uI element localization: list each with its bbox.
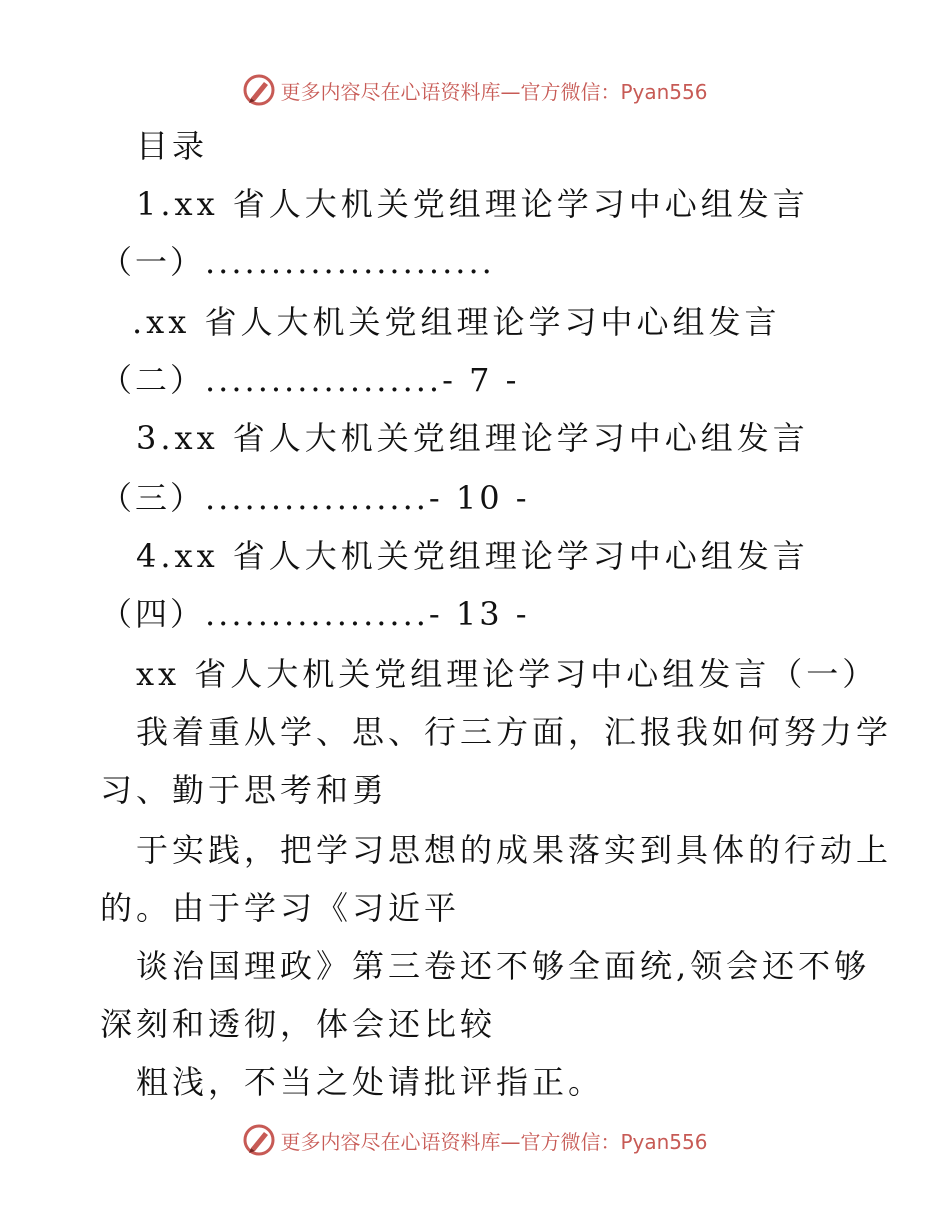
toc-entry-4-page: （四）.................- 13 - xyxy=(100,595,530,633)
body-line-5: 谈治国理政》第三卷还不够全面统,领会还不够 xyxy=(136,947,871,985)
toc-heading: 目录 xyxy=(136,127,209,165)
pen-logo-icon xyxy=(242,73,276,107)
section-title: xx 省人大机关党组理论学习中心组发言（一） xyxy=(136,655,879,693)
toc-entry-4-title: 4.xx 省人大机关党组理论学习中心组发言 xyxy=(136,537,809,575)
watermark-text: 更多内容尽在心语资料库—官方微信：Pyan556 xyxy=(280,1129,708,1154)
pen-logo-icon xyxy=(242,1123,276,1157)
body-line-3: 于实践，把学习思想的成果落实到具体的行动上 xyxy=(136,831,893,869)
body-line-7: 粗浅，不当之处请批评指正。 xyxy=(136,1063,605,1101)
watermark-header xyxy=(0,70,950,110)
watermark-text: 更多内容尽在心语资料库—官方微信：Pyan556 xyxy=(280,79,708,104)
toc-entry-2-title: .xx 省人大机关党组理论学习中心组发言 xyxy=(132,303,781,341)
toc-entry-1-page: （一）...................... xyxy=(100,243,495,281)
body-line-4: 的。由于学习《习近平 xyxy=(100,889,461,927)
toc-entry-3-title: 3.xx 省人大机关党组理论学习中心组发言 xyxy=(136,419,809,457)
toc-entry-1-title: 1.xx 省人大机关党组理论学习中心组发言 xyxy=(136,185,809,223)
watermark-footer xyxy=(0,1120,950,1160)
toc-entry-3-page: （三）.................- 10 - xyxy=(100,479,530,517)
body-line-1: 我着重从学、思、行三方面，汇报我如何努力学 xyxy=(136,713,893,751)
toc-entry-2-page: （二）..................- 7 - xyxy=(100,361,520,399)
body-line-6: 深刻和透彻，体会还比较 xyxy=(100,1005,497,1043)
body-line-2: 习、勤于思考和勇 xyxy=(100,771,389,809)
